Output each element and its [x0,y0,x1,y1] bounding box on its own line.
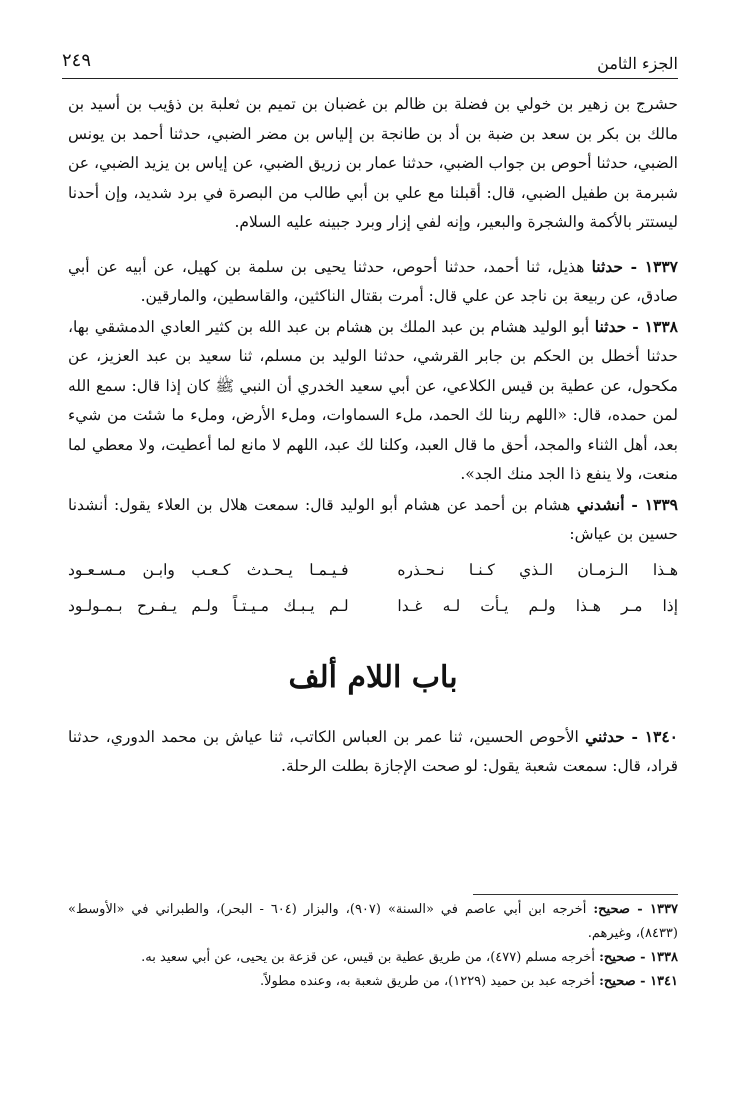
footnote-1337 [68,898,678,946]
paragraph-continuation: حشرج بن زهير بن خولي بن فضلة بن ظالم بن غضبان بن تميم بن ثعلبة بن ذؤيب بن أسيد بن مالك بن بكر بن سعد بن ضبة بن أد بن طانجة بن إلياس بن مضر الضبي، حدثنا أحمد بن يونس الضبي، حدثنا أحوص بن جواب الضبي، حدثنا عمار بن زريق الضبي، عن إياس بن يزيد الضبي، عن شبرمة بن طفيل الضبي، قال: أقبلنا مع علي بن أبي طالب من البصرة في برد شديد، وإن أحدنا ليستتر بالأكمة والشجرة والبعير، وإنه لفي إزار وبرد جبينه عليه السلام. [68,95,678,231]
footnotes [68,898,678,994]
footnote-text: أخرجه مسلم (٤٧٧)، من طريق عطية بن قيس، عن قزعة بن يحيى، عن أبي سعيد به. [141,950,600,965]
hadith-text: هشام بن أحمد عن هشام أبو الوليد قال: سمعت هلال بن العلاء يقول: أنشدنا حسين بن عياش: [68,495,678,543]
hadith-number: ١٣٣٧ - حدثنا [591,256,678,276]
hadith-text: أبو الوليد هشام بن عبد الملك بن هشام بن عبد الله بن كثير العادي الدمشقي بها، حدثنا أخطل بن الحكم بن جابر القرشي، حدثنا الوليد بن مسلم، ثنا سعيد بن عبد العزيز، عن مكحول، عن عطية بن قيس الكلاعي، عن أبي سعيد الخدري أن النبي ﷺ كان إذا قال: سمع الله لمن حمده، قال: «اللهم ربنا لك الحمد، ملء السماوات، وملء الأرض، وملء ما شئت من شيء بعد، أهل الثناء والمجد، أحق ما قال العبد، وكلنا لك عبد، اللهم لا مانع لما أعطيت، ولا معطي لما منعت، ولا ينفع ذا الجد منك الجد». [68,317,678,483]
footnote-1341 [68,970,678,994]
page-header [62,46,678,79]
verse-first-hemistich: إذا مـر هـذا ولـم يـأت لـه غـدا [397,596,678,615]
footnote-divider [473,894,678,895]
hadith-text: الأحوص الحسين، ثنا عمر بن العباس الكاتب، ثنا عياش بن محمد الدوري، حدثنا قراد، قال: سمعت شعبة يقول: لو صحت الإجازة بطلت الرحلة. [68,727,678,775]
hadith-1340 [68,722,678,782]
verse-second-hemistich: لـم يـبـك مـيـتـاً ولـم يـفـرح بـمـولـود [68,596,349,615]
footnote-text: أخرجه عبد بن حميد (١٢٢٩)، من طريق شعبة به، وعنده مطولاً. [260,974,600,989]
footnote-1338 [68,946,678,970]
hadith-1339 [68,490,678,550]
hadith-1338 [68,312,678,490]
poem [68,552,678,624]
hadith-number: ١٣٤٠ - حدثني [585,726,678,746]
running-title: الجزء الثامن [597,54,678,73]
hadith-1337 [68,252,678,312]
page-number: ٢٤٩ [62,50,92,71]
main-text [68,90,678,782]
chapter-heading: باب اللام ألف [288,659,458,695]
hadith-number: ١٣٣٩ - أنشدني [576,494,678,514]
footnote-label: ١٣٣٨ - صحيح: [599,950,678,965]
footnote-label: ١٣٤١ - صحيح: [599,974,678,989]
verse-line [68,552,678,588]
hadith-number: ١٣٣٨ - حدثنا [594,316,678,336]
verse-second-hemistich: فـيـمـا يـحـدث كـعـب وابـن مـسـعـود [68,560,349,579]
hadith-text: هذيل، ثنا أحمد، حدثنا أحوص، حدثنا يحيى بن سلمة بن كهيل، عن أبيه عن أبي صادق، عن ربيعة بن ناجد عن علي قال: أمرت بقتال الناكثين، والقاسطين، والمارقين. [68,257,678,305]
footnote-label: ١٣٣٧ - صحيح: [593,902,678,917]
verse-line [68,588,678,624]
verse-first-hemistich: هـذا الـزمـان الـذي كـنـا نـحـذره [397,560,678,579]
footnote-text: أخرجه ابن أبي عاصم في «السنة» (٩٠٧)، والبزار (٦٠٤ - البحر)، والطبراني في «الأوسط» (٨٤٣٣)، وغيرهم. [68,902,678,941]
